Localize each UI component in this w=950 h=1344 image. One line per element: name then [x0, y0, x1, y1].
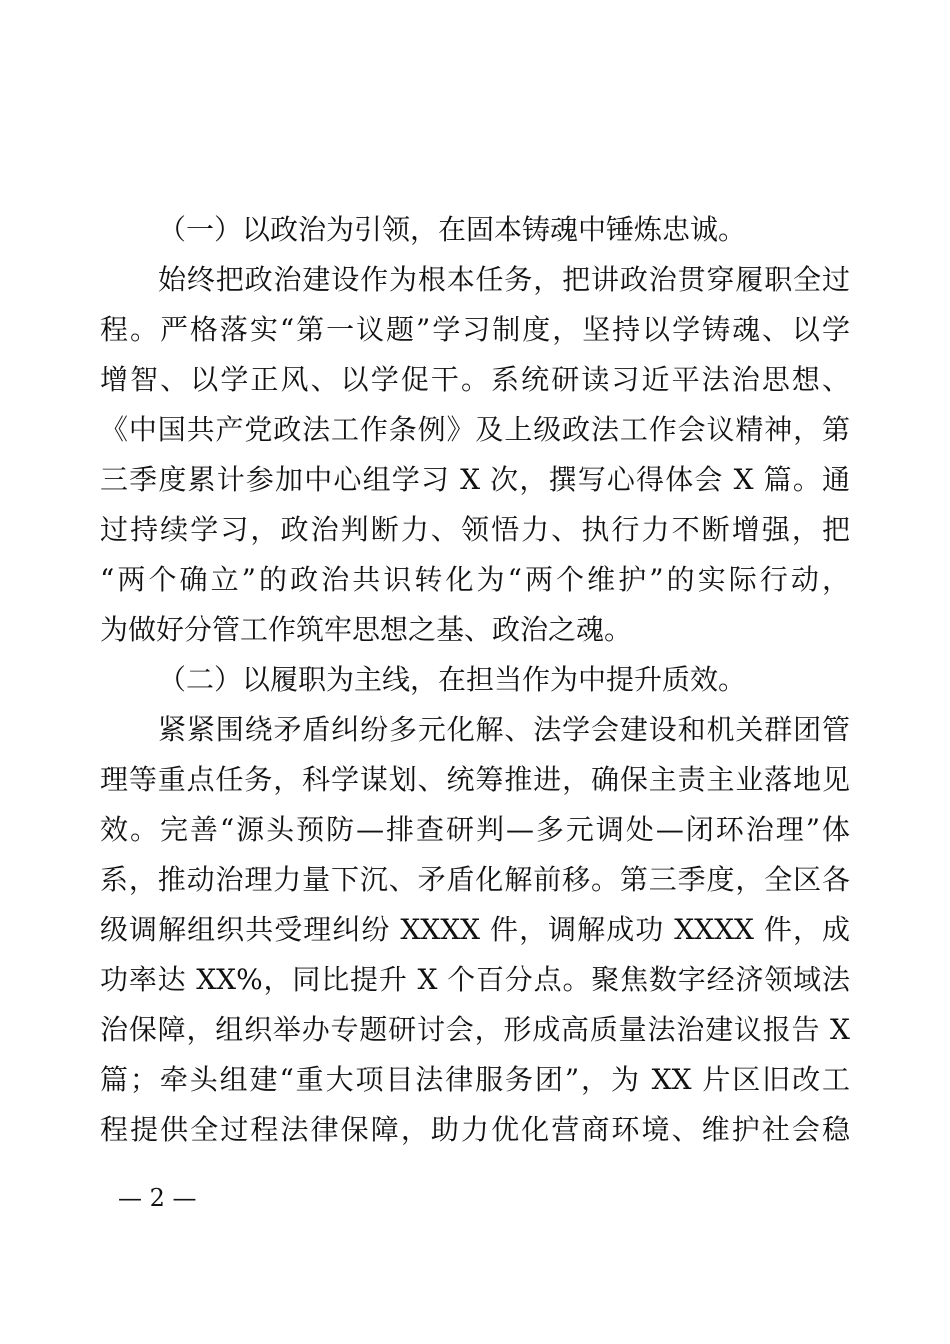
- paragraph-2-line-3: 效。完善“源头预防—排查研判—多元调处—闭环治理”体: [100, 813, 850, 846]
- paragraph-2-line-1: 紧紧围绕矛盾纠纷多元化解、法学会建设和机关群团管: [158, 713, 850, 746]
- paragraph-2-line-8: 篇；牵头组建“重大项目法律服务团”，为 XX 片区旧改工: [100, 1063, 850, 1096]
- section-heading-2: （二）以履职为主线，在担当作为中提升质效。: [158, 663, 747, 696]
- paragraph-2-line-5: 级调解组织共受理纠纷 XXXX 件，调解成功 XXXX 件，成: [100, 913, 850, 946]
- paragraph-1-line-7: “两个确立”的政治共识转化为“两个维护”的实际行动，: [100, 563, 850, 596]
- paragraph-2-line-7: 治保障，组织举办专题研讨会，形成高质量法治建议报告 X: [100, 1013, 850, 1046]
- paragraph-1-line-2: 程。严格落实“第一议题”学习制度，坚持以学铸魂、以学: [100, 313, 850, 346]
- paragraph-2-line-2: 理等重点任务，科学谋划、统筹推进，确保主责主业落地见: [100, 763, 850, 796]
- paragraph-2-line-4: 系，推动治理力量下沉、矛盾化解前移。第三季度，全区各: [100, 863, 850, 896]
- paragraph-1-line-1: 始终把政治建设作为根本任务，把讲政治贯穿履职全过: [158, 263, 850, 296]
- page-number: — 2 —: [118, 1184, 197, 1212]
- paragraph-1-line-6: 过持续学习，政治判断力、领悟力、执行力不断增强，把: [100, 513, 850, 546]
- paragraph-1-line-8: 为做好分管工作筑牢思想之基、政治之魂。: [100, 613, 633, 646]
- document-body: [100, 205, 850, 1155]
- paragraph-2-line-9: 程提供全过程法律保障，助力优化营商环境、维护社会稳: [100, 1113, 850, 1146]
- section-heading-1: （一）以政治为引领，在固本铸魂中锤炼忠诚。: [158, 213, 747, 246]
- paragraph-2-line-6: 功率达 XX%，同比提升 X 个百分点。聚焦数字经济领域法: [100, 963, 850, 996]
- paragraph-1-line-4: 《中国共产党政法工作条例》及上级政法工作会议精神，第: [100, 413, 850, 446]
- paragraph-1-line-5: 三季度累计参加中心组学习 X 次，撰写心得体会 X 篇。通: [100, 463, 850, 496]
- paragraph-1-line-3: 增智、以学正风、以学促干。系统研读习近平法治思想、: [100, 363, 850, 396]
